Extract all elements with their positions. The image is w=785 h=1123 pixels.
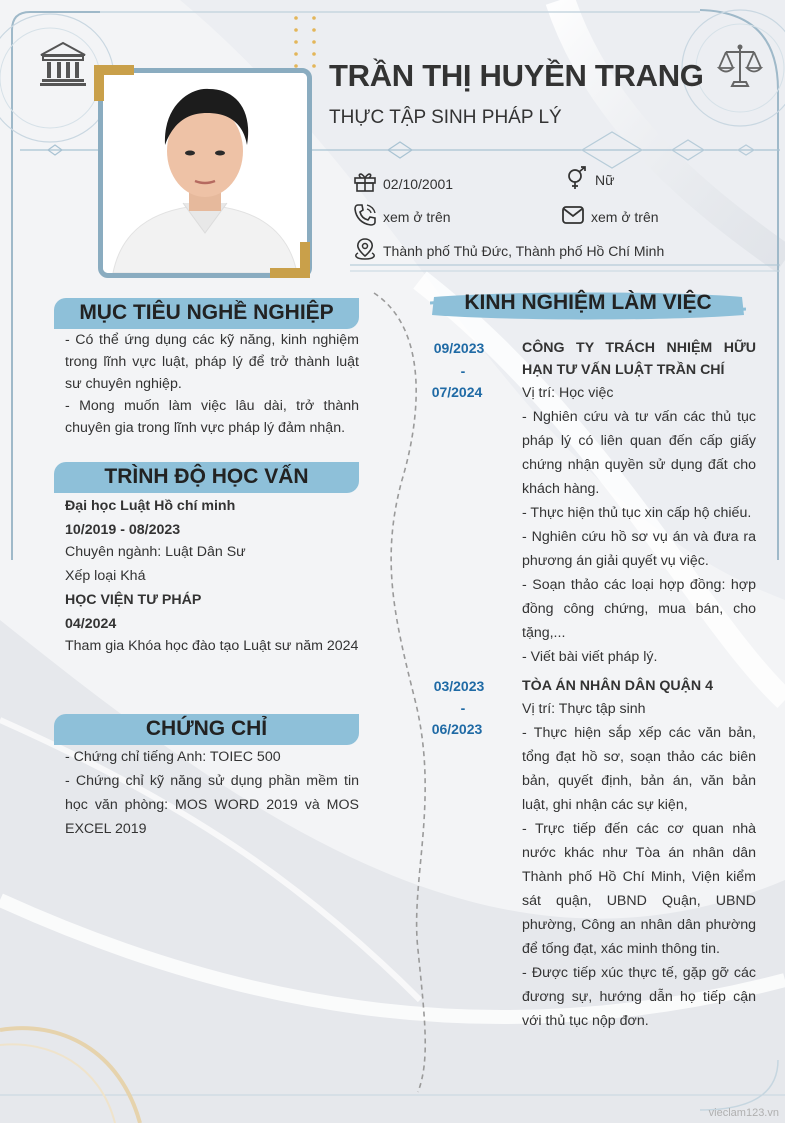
candidate-name: TRẦN THỊ HUYỀN TRANG <box>329 58 704 93</box>
education-heading: TRÌNH ĐỘ HỌC VẤN <box>104 465 309 488</box>
objective-text <box>65 329 359 439</box>
job-task: - Thực hiện thủ tục xin cấp hộ chiếu. <box>522 505 752 521</box>
photo-corner-bottom-right <box>270 242 310 278</box>
course-text: Tham gia Khóa học đào tạo Luật sư năm 2024 <box>65 638 359 654</box>
courthouse-icon <box>39 41 87 87</box>
objective-line: - Mong muốn làm việc lâu dài, trở thành chuyên gia trong lĩnh vực pháp lý đảm nhận. <box>65 398 359 436</box>
certificate-line: - Chứng chỉ kỹ năng sử dụng phần mềm tin học văn phòng: MOS WORD 2019 và MOS EXCEL 2019 <box>65 773 359 837</box>
gift-icon <box>353 169 377 193</box>
job-end-date: 07/2024 <box>431 384 483 400</box>
objective-line: - Có thể ứng dụng các kỹ năng, kinh nghiệm trong lĩnh vực luật, pháp lý để trở thành luật sư chuyên nghiệp. <box>65 332 359 392</box>
job-task: - Nghiên cứu hồ sơ vụ án và đưa ra phương án giải quyết vụ việc. <box>522 529 756 569</box>
job-position: Vị trí: Học việc <box>522 385 614 401</box>
school-name: Đại học Luật Hồ chí minh <box>65 498 236 514</box>
academy-course <box>65 635 359 657</box>
objective-heading: MỤC TIÊU NGHỀ NGHIỆP <box>79 301 334 324</box>
job-date-separator: - <box>460 700 466 716</box>
job-position: Vị trí: Thực tập sinh <box>522 701 646 717</box>
location-pin-icon <box>353 237 377 261</box>
company-name: CÔNG TY TRÁCH NHIỆM HỮU HẠN TƯ VẤN LUẬT TRẦN CHÍ <box>522 340 756 378</box>
job-task: - Được tiếp xúc thực tế, gặp gỡ các đương sự, hướng dẫn họ tiếp cận với thủ tục nộp đơn. <box>522 965 756 1029</box>
job-task: - Trực tiếp đến các cơ quan nhà nước khác như Tòa án nhân dân Thành phố Hồ Chí Minh, Viện kiểm sát quận, UBND Quận, UBND phường, Công an nhân dân phường để tống đạt, xác minh thông tin. <box>522 821 756 957</box>
school-rank: Xếp loại Khá <box>65 568 146 584</box>
job-end-date: 06/2023 <box>431 721 483 737</box>
gender-icon <box>564 166 588 190</box>
mail-icon <box>561 203 585 227</box>
certificates-heading: CHỨNG CHỈ <box>145 717 268 740</box>
phone-value: xem ở trên <box>383 209 451 225</box>
email-value: xem ở trên <box>591 209 659 225</box>
job-entry <box>522 675 756 1033</box>
academy-name: HỌC VIỆN TƯ PHÁP <box>65 592 202 608</box>
photo-corner-top-left <box>94 65 134 101</box>
job-date-separator: - <box>460 363 466 379</box>
job-task: - Soạn thảo các loại hợp đồng: hợp đồng công chứng, mua bán, cho tặng,... <box>522 577 756 641</box>
watermark: vieclam123.vn <box>708 1107 779 1119</box>
address-value: Thành phố Thủ Đức, Thành phố Hồ Chí Minh <box>383 243 665 259</box>
certificates-text <box>65 745 359 841</box>
experience-heading: KINH NGHIỆM LÀM VIỆC <box>464 291 712 314</box>
job-entry <box>522 337 756 669</box>
certificate-line: - Chứng chỉ tiếng Anh: TOIEC 500 <box>65 749 281 765</box>
birthday-value: 02/10/2001 <box>383 176 454 192</box>
job-start-date: 09/2023 <box>433 340 485 356</box>
gender-value: Nữ <box>595 172 615 188</box>
school-period: 10/2019 - 08/2023 <box>65 522 181 538</box>
job-start-date: 03/2023 <box>433 678 485 694</box>
company-name: TÒA ÁN NHÂN DÂN QUẬN 4 <box>522 678 714 694</box>
school-major: Chuyên ngành: Luật Dân Sư <box>65 544 246 560</box>
phone-icon <box>353 203 377 227</box>
scales-of-justice-icon <box>716 42 764 90</box>
job-task: - Nghiên cứu và tư vấn các thủ tục pháp lý có liên quan đến cấp giấy chứng nhận quyền sử dụng đất cho khách hàng. <box>522 409 756 497</box>
job-task: - Viết bài viết pháp lý. <box>522 649 658 665</box>
job-task: - Thực hiện sắp xếp các văn bản, tổng đạt hồ sơ, soạn thảo các biên bản, quyết định, bản án, văn bản luật, ghi nhận các sự kiện, <box>522 725 756 813</box>
academy-period: 04/2024 <box>65 616 117 632</box>
job-title: THỰC TẬP SINH PHÁP LÝ <box>329 107 562 128</box>
